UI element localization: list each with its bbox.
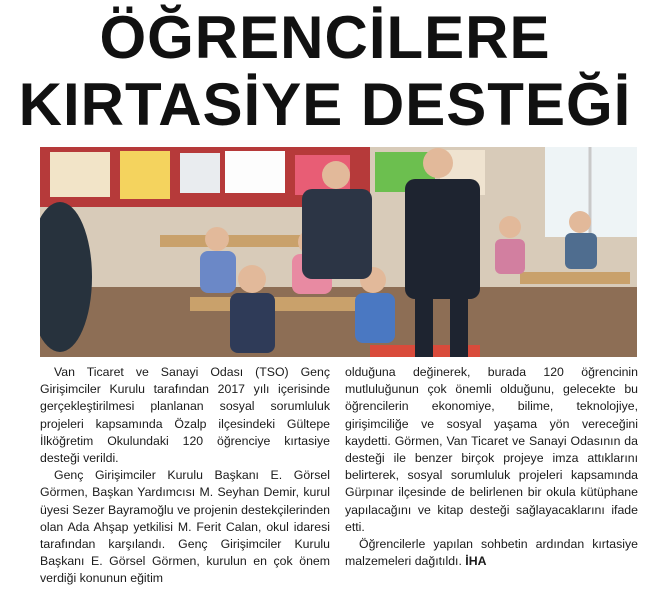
headline-line-1: ÖĞRENCİLERE [99,4,551,71]
article-paragraph: Van Ticaret ve Sanayi Odası (TSO) Genç Girişimciler Kurulu tarafından 2017 yılı içerisinde gerçekleştirilmesi planlanan sosyal sorumluluk projeleri kapsamında Özalp ilçesindeki Gültepe İlköğretim Okulundaki 120 öğrenciye kırtasiye desteği verildi. [40,365,330,466]
headline-line-2: KIRTASİYE DESTEĞİ [18,71,632,138]
agency-credit: İHA [465,554,487,569]
article-paragraph: Genç Girişimciler Kurulu Başkanı E. Görsel Görmen, Başkan Yardımcısı M. Seyhan Demir, kurul üyesi Sezer Bayramoğlu ve projenin destekçilerinden olan Ada Ahşap yetkilisi M. Ferit Calan, okul idaresi tarafından karşılandı. Genç Girişimciler Kurulu Başkanı E. Görsel Görmen, kurulun en çok önem verdiği konunun eğitim [40,468,330,586]
article-paragraph: olduğuna değinerek, burada 120 öğrencinin mutluluğunun çok önemli olduğunu, gelecekte bu öğrencilerin ekonomiye, bilime, teknolojiye, girişimciliğe ve sosyal yaşama yön vereceğini kaydetti. Görmen, Van Ticaret ve Sanayi Odasının da desteği ile benzer birçok projeye imza attıklarını belirterek, sosyal sorumluluk projeleri kapsamında Gürpınar ilçesinde de belirlenen bir okula kütüphane yapılacağını ve kitap desteği sağlayacaklarını ifade etti. [345,365,638,534]
article-column-2 [345,364,638,570]
article-paragraph [345,536,638,570]
classroom-photo-illustration [40,147,637,357]
article-column-1 [40,364,330,588]
article-closing-text: Öğrencilerle yapılan sohbetin ardından kırtasiye malzemeleri dağıtıldı. [345,537,638,569]
classroom-photo [40,147,637,357]
